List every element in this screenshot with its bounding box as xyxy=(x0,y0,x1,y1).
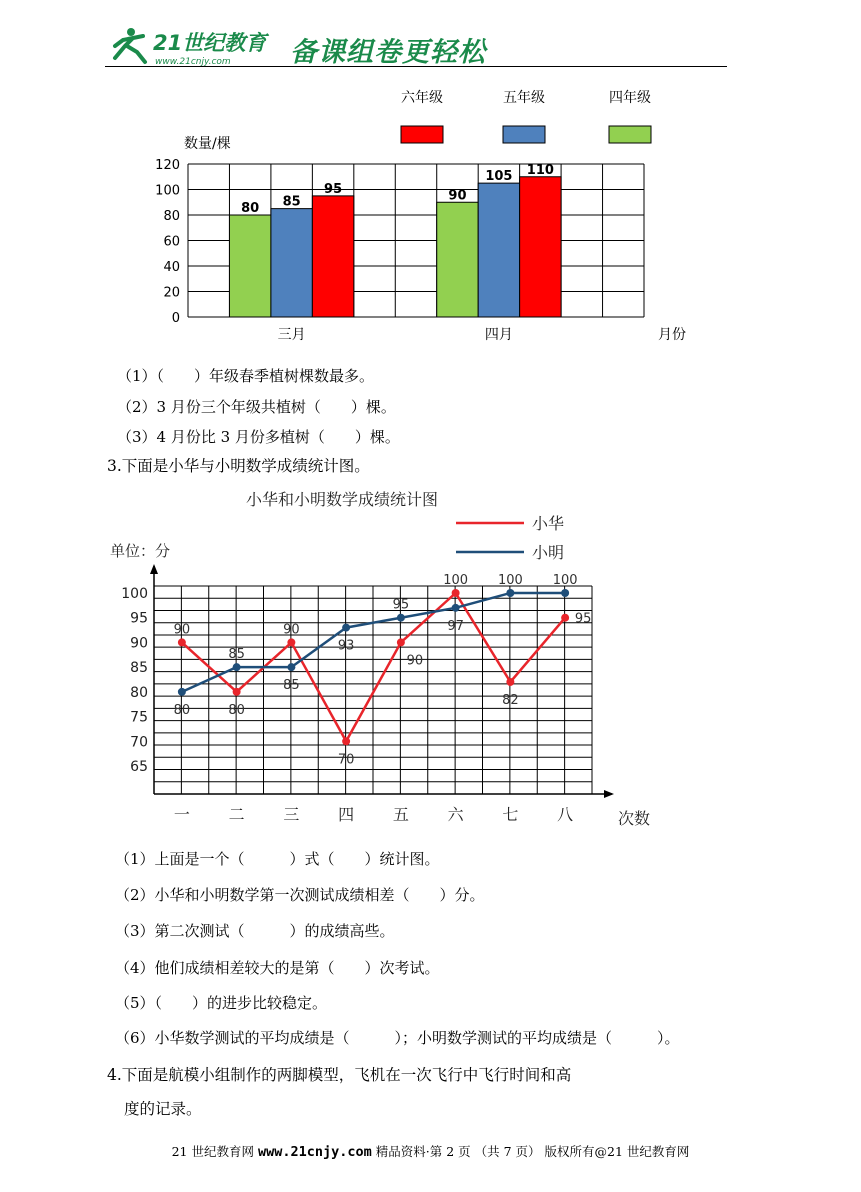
bar-四年级-四月 xyxy=(437,202,478,317)
bar-value-label: 110 xyxy=(526,162,554,178)
bar-四年级-三月 xyxy=(229,215,270,317)
data-point-小华 xyxy=(233,688,241,696)
logo-url: www.21cnjy.com xyxy=(155,57,231,67)
data-label-小华: 90 xyxy=(173,622,191,638)
question-2-2: （2）3 月份三个年级共植树（ ）棵。 xyxy=(117,398,396,416)
y-tick-label: 20 xyxy=(163,285,180,301)
data-point-小华 xyxy=(506,678,514,686)
y-tick-label: 80 xyxy=(163,209,180,224)
data-point-小华 xyxy=(561,614,569,622)
data-label-小明: 97 xyxy=(447,618,464,634)
y-tick-label: 75 xyxy=(130,709,148,726)
x-category-label: 八 xyxy=(557,805,574,824)
x-category-label: 三 xyxy=(283,805,300,824)
x-axis-label: 月份 xyxy=(658,327,686,343)
bar-六年级-四月 xyxy=(520,177,561,317)
question-3-5: （5）（ ）的进步比较稳定。 xyxy=(115,994,328,1012)
y-tick-label: 85 xyxy=(130,660,148,677)
tree-planting-bar-chart xyxy=(140,80,720,350)
bar-五年级-四月 xyxy=(478,183,519,317)
question-3-6: （6）小华数学测试的平均成绩是（ ）；小明数学测试的平均成绩是（ ）。 xyxy=(115,1029,680,1047)
y-tick-label: 100 xyxy=(121,586,148,602)
legend-swatch xyxy=(401,126,443,143)
x-category-label: 一 xyxy=(173,805,190,824)
data-label-小明: 100 xyxy=(552,573,578,588)
y-tick-label: 40 xyxy=(163,260,180,275)
data-point-小明 xyxy=(397,614,405,622)
x-category-label: 四月 xyxy=(484,327,513,343)
question-3-4: （4）他们成绩相差较大的是第（ ）次考试。 xyxy=(115,959,440,977)
bar-value-label: 90 xyxy=(448,188,467,204)
legend-label: 小明 xyxy=(532,543,565,562)
x-category-label: 二 xyxy=(228,805,245,824)
y-tick-label: 65 xyxy=(130,759,148,775)
data-point-小华 xyxy=(452,589,460,597)
bar-value-label: 80 xyxy=(241,201,260,216)
data-label-小华: 95 xyxy=(574,611,592,627)
data-point-小明 xyxy=(287,663,295,671)
math-score-line-chart xyxy=(100,478,680,838)
chart-title: 小华和小明数学成绩统计图 xyxy=(246,490,439,509)
legend-label: 四年级 xyxy=(609,90,651,106)
page-footer xyxy=(0,1142,861,1160)
data-label-小华: 100 xyxy=(443,573,469,588)
y-tick-label: 90 xyxy=(130,635,148,652)
bar-value-label: 105 xyxy=(485,169,513,185)
x-category-label: 三月 xyxy=(277,327,306,343)
y-axis-label: 数量/棵 xyxy=(184,136,231,152)
data-point-小华 xyxy=(397,638,405,646)
question-2-1: （1）（ ）年级春季植树棵数最多。 xyxy=(117,367,375,385)
y-tick-label: 120 xyxy=(155,158,180,173)
data-point-小明 xyxy=(233,663,241,671)
data-label-小明: 85 xyxy=(283,678,300,694)
footer-url: www.21cnjy.com xyxy=(257,1144,372,1160)
legend-label: 六年级 xyxy=(401,90,443,106)
data-point-小明 xyxy=(561,589,569,597)
footer-info: 精品资料·第 2 页 （共 7 页） 版权所有@21 世纪教育网 xyxy=(375,1144,690,1159)
data-label-小华: 70 xyxy=(337,752,355,768)
y-axis-label: 单位：分 xyxy=(110,542,171,560)
x-axis-label: 次数 xyxy=(618,809,651,828)
question-2-3: （3）4 月份比 3 月份多植树（ ）棵。 xyxy=(117,428,400,446)
bar-value-label: 95 xyxy=(324,181,343,197)
bar-五年级-三月 xyxy=(271,209,312,317)
section-4-title-cont: 度的记录。 xyxy=(124,1100,202,1118)
section-4-title: 4.下面是航模小组制作的两脚模型，飞机在一次飞行中飞行时间和高 xyxy=(107,1066,572,1084)
y-tick-label: 95 xyxy=(130,610,148,627)
section-3-title: 3.下面是小华与小明数学成绩统计图。 xyxy=(107,457,370,475)
x-category-label: 六 xyxy=(447,805,464,824)
header-divider xyxy=(105,66,727,67)
site-logo xyxy=(105,24,285,68)
data-point-小华 xyxy=(342,737,350,745)
data-point-小明 xyxy=(506,589,514,597)
y-tick-label: 0 xyxy=(171,311,180,326)
y-axis-arrow xyxy=(150,564,158,574)
question-3-2: （2）小华和小明数学第一次测试成绩相差（ ）分。 xyxy=(115,886,485,904)
data-label-小明: 93 xyxy=(337,638,355,654)
footer-site: 21 世纪教育网 xyxy=(171,1144,254,1159)
data-label-小华: 90 xyxy=(283,622,300,638)
data-label-小明: 95 xyxy=(392,597,410,613)
legend-swatch xyxy=(609,126,651,143)
data-label-小明: 80 xyxy=(173,702,191,718)
legend-swatch xyxy=(503,126,545,143)
data-point-小明 xyxy=(178,688,186,696)
data-point-小明 xyxy=(342,624,350,632)
data-label-小明: 100 xyxy=(497,573,523,588)
question-3-3: （3）第二次测试（ ）的成绩高些。 xyxy=(115,922,395,940)
data-point-小华 xyxy=(178,638,186,646)
data-point-小明 xyxy=(452,604,460,612)
data-label-小明: 85 xyxy=(228,647,245,663)
data-point-小华 xyxy=(287,638,295,646)
y-tick-label: 80 xyxy=(130,684,148,701)
runner-icon xyxy=(115,28,145,62)
y-tick-label: 70 xyxy=(130,734,148,751)
x-axis-arrow xyxy=(604,790,614,798)
legend-label: 五年级 xyxy=(503,90,545,106)
data-label-小华: 90 xyxy=(406,653,424,669)
bar-六年级-三月 xyxy=(312,196,353,317)
x-category-label: 四 xyxy=(338,805,355,824)
question-3-1: （1）上面是一个（ ）式（ ）统计图。 xyxy=(115,850,440,868)
header-slogan: 备课组卷更轻松 xyxy=(290,37,486,68)
data-label-小华: 80 xyxy=(228,702,245,718)
bar-value-label: 85 xyxy=(282,194,301,210)
y-tick-label: 60 xyxy=(163,234,180,250)
data-label-小华: 82 xyxy=(502,692,519,708)
legend-label: 小华 xyxy=(532,514,565,533)
x-category-label: 七 xyxy=(502,805,519,824)
x-category-label: 五 xyxy=(392,805,409,824)
logo-text: 21世纪教育 xyxy=(153,31,267,55)
y-tick-label: 100 xyxy=(155,183,180,199)
